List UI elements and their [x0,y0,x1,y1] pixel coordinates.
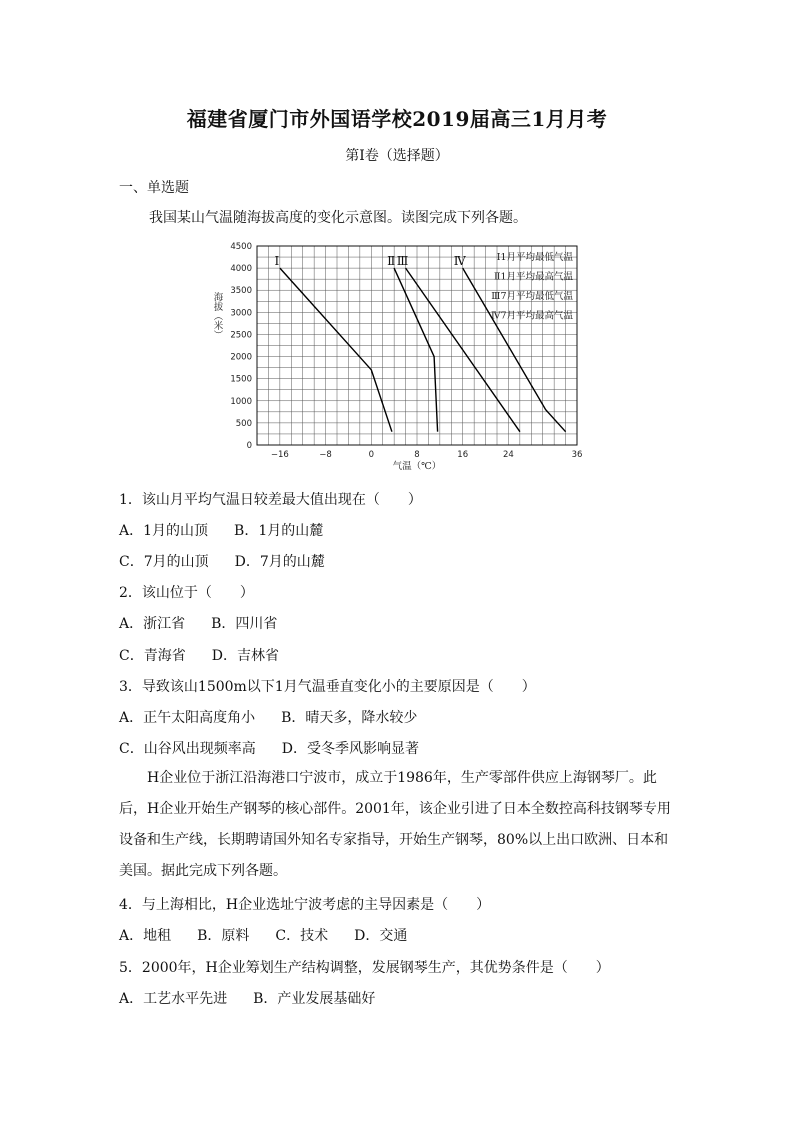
question-4: 4．与上海相比，H企业选址宁波考虑的主导因素是（ ） [119,897,491,913]
series-line-Ⅱ [394,268,438,432]
y-tick-label: 4500 [230,242,252,252]
q5-option-a[interactable]: A．工艺水平先进 [119,991,228,1007]
y-axis-label: 海拔（米） [211,292,223,340]
q5-option-b[interactable]: B．产业发展基础好 [253,991,376,1007]
section-heading: 一、单选题 [119,180,189,196]
q3-option-d[interactable]: D．受冬季风影响显著 [281,741,419,757]
document-subtitle: 第Ⅰ卷（选择题） [345,148,449,164]
question-group-intro-1: 我国某山气温随海拔高度的变化示意图。读图完成下列各题。 [149,210,527,226]
question-group-intro-2: H企业位于浙江沿海港口宁波市，成立于1986年，生产零部件供应上海钢琴厂。此后，H企业开始生产钢琴的核心部件。2001年，该企业引进了日本全数控高科技钢琴专用设备和生产线，长期聘请国外知名专家指导，开始生产钢琴，80%以上出口欧洲、日本和美国。据此完成下列各题。 [119,770,671,879]
series-line-Ⅰ [280,268,392,432]
question-1: 1．该山月平均气温日较差最大值出现在（ ） [119,492,422,508]
y-tick-label: 1500 [230,374,252,385]
question-4-options [119,925,407,945]
y-tick-label: 3000 [230,308,252,319]
temperature-altitude-chart [205,236,590,473]
q3-option-b[interactable]: B．晴天多，降水较少 [281,710,418,726]
x-tick-label: 36 [571,450,583,460]
question-3: 3．导致该山1500m以下1月气温垂直变化小的主要原因是（ ） [119,679,536,695]
q3-option-c[interactable]: C．山谷风出现频率高 [119,741,256,757]
q2-option-d[interactable]: D．吉林省 [211,648,279,664]
q3-option-a[interactable]: A．正午太阳高度角小 [119,710,256,726]
q2-option-a[interactable]: A．浙江省 [119,616,186,632]
legend-entry: Ⅳ7月平均最高气温 [490,310,573,322]
question-2-options-row-1 [119,613,277,633]
q1-option-a[interactable]: A．1月的山顶 [119,523,209,539]
q4-option-b[interactable]: B．原料 [197,928,250,944]
q1-option-c[interactable]: C．7月的山顶 [119,554,209,570]
series-label-Ⅳ: Ⅳ [453,254,466,269]
x-tick-label: −8 [319,450,332,460]
x-tick-label: 24 [503,450,514,460]
series-label-Ⅰ: Ⅰ [274,254,280,269]
series-label-Ⅲ: Ⅲ [396,254,409,269]
series-label-Ⅱ: Ⅱ [387,254,396,269]
question-3-options-row-2 [119,738,419,758]
x-tick-label: 16 [457,450,469,460]
x-tick-label: 8 [414,450,420,460]
y-tick-label: 500 [235,418,252,429]
legend-entry: Ⅰ1月平均最低气温 [496,252,573,263]
y-tick-label: 4000 [230,264,252,275]
q4-option-c[interactable]: C．技术 [275,928,329,944]
y-tick-label: 3500 [230,286,252,297]
q4-option-d[interactable]: D．交通 [354,928,408,944]
question-1-options-row-2 [119,551,325,571]
legend-entry: Ⅱ1月平均最高气温 [493,271,573,283]
x-tick-label: −16 [270,450,289,460]
x-axis-label: 气温（℃） [392,461,442,472]
y-tick-label: 2000 [230,352,252,363]
question-1-options-row-1 [119,520,323,540]
y-tick-label: 2500 [230,330,252,341]
y-tick-label: 0 [246,441,252,451]
q2-option-b[interactable]: B．四川省 [211,616,278,632]
q1-option-b[interactable]: B．1月的山麓 [234,523,324,539]
document-title: 福建省厦门市外国语学校2019届高三1月月考 [186,107,608,131]
legend-entry: Ⅲ7月平均最低气温 [491,291,573,302]
y-tick-label: 1000 [230,396,252,407]
question-5: 5．2000年，H企业筹划生产结构调整，发展钢琴生产，其优势条件是（ ） [119,960,610,976]
question-3-options-row-1 [119,707,417,727]
x-tick-label: 0 [368,450,374,460]
q4-option-a[interactable]: A．地租 [119,928,172,944]
q1-option-d[interactable]: D．7月的山麓 [234,554,325,570]
q2-option-c[interactable]: C．青海省 [119,648,186,664]
question-5-options [119,988,375,1008]
question-2: 2．该山位于（ ） [119,585,254,601]
question-2-options-row-2 [119,645,279,665]
